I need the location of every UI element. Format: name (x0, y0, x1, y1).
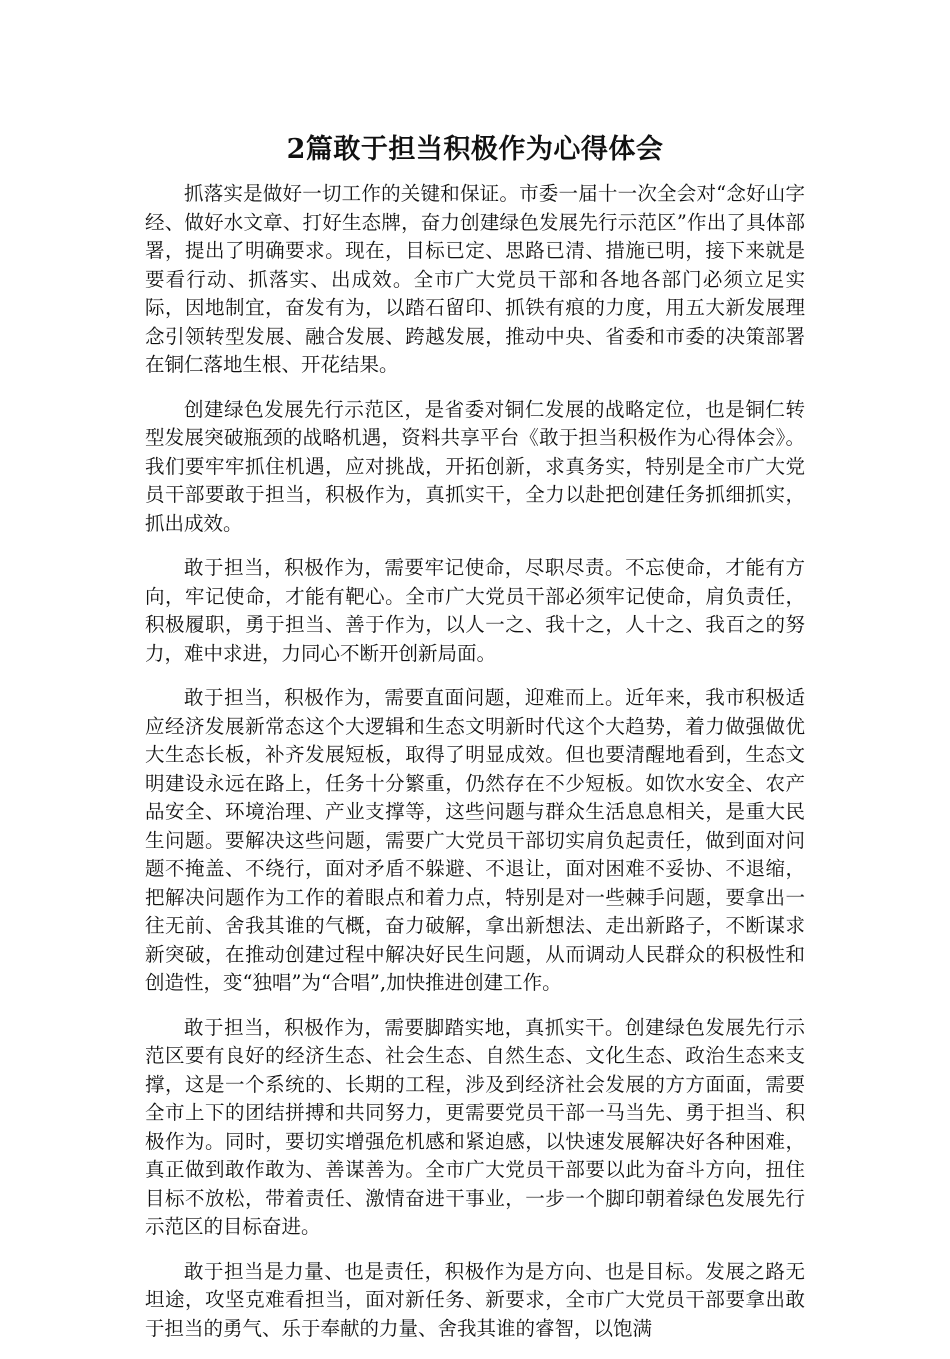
paragraph-5: 敢于担当，积极作为，需要脚踏实地，真抓实干。创建绿色发展先行示范区要有良好的经济生态、社会生态、自然生态、文化生态、政治生态来支撑，这是一个系统的、长期的工程，涉及到经济社会发展的方方面面，需要全市上下的团结拼搏和共同努力，更需要党员干部一马当先、勇于担当、积极作为。同时，要切实增强危机感和紧迫感，以快速发展解决好各种困难，真正做到敢作敢为、善谋善为。全市广大党员干部要以此为奋斗方向，扭住目标不放松，带着责任、激情奋进干事业，一步一个脚印朝着绿色发展先行示范区的目标奋进。 (145, 1015, 805, 1238)
document-body (145, 180, 805, 1359)
paragraph-3: 敢于担当，积极作为，需要牢记使命，尽职尽责。不忘使命，才能有方向，牢记使命，才能有靶心。全市广大党员干部必须牢记使命，肩负责任，积极履职，勇于担当、善于作为，以人一之、我十之，人十之、我百之的努力，难中求进，力同心不断开创新局面。 (145, 556, 805, 665)
paragraph-6: 敢于担当是力量、也是责任，积极作为是方向、也是目标。发展之路无坦途，攻坚克难看担当，面对新任务、新要求，全市广大党员干部要拿出敢于担当的勇气、乐于奉献的力量、舍我其谁的睿智，以饱满 (145, 1259, 805, 1340)
paragraph-1: 抓落实是做好一切工作的关键和保证。市委一届十一次全会对“念好山字经、做好水文章、打好生态牌，奋力创建绿色发展先行示范区”作出了具体部署，提出了明确要求。现在，目标已定、思路已清、措施已明，接下来就是要看行动、抓落实、出成效。全市广大党员干部和各地各部门必须立足实际，因地制宜，奋发有为，以踏石留印、抓铁有痕的力度，用五大新发展理念引领转型发展、融合发展、跨越发展，推动中央、省委和市委的决策部署在铜仁落地生根、开花结果。 (145, 182, 805, 376)
paragraph-2: 创建绿色发展先行示范区，是省委对铜仁发展的战略定位，也是铜仁转型发展突破瓶颈的战略机遇，资料共享平台《敢于担当积极作为心得体会》。我们要牢牢抓住机遇，应对挑战，开拓创新，求真务实，特别是全市广大党员干部要敢于担当，积极作为，真抓实干，全力以赴把创建任务抓细抓实，抓出成效。 (145, 397, 805, 535)
paragraph-4: 敢于担当，积极作为，需要直面问题，迎难而上。近年来，我市积极适应经济发展新常态这个大逻辑和生态文明新时代这个大趋势，着力做强做优大生态长板，补齐发展短板，取得了明显成效。但也要清醒地看到，生态文明建设永远在路上，任务十分繁重，仍然存在不少短板。如饮水安全、农产品安全、环境治理、产业支撑等，这些问题与群众生活息息相关，是重大民生问题。要解决这些问题，需要广大党员干部切实肩负起责任，做到面对问题不掩盖、不绕行，面对矛盾不躲避、不退让，面对困难不妥协、不退缩，把解决问题作为工作的着眼点和着力点，特别是对一些棘手问题，要拿出一往无前、舍我其谁的气概，奋力破解，拿出新想法、走出新路子，不断谋求新突破，在推动创建过程中解决好民生问题，从而调动人民群众的积极性和创造性，变“独唱”为“合唱”,加快推进创建工作。 (145, 686, 805, 994)
document-title: 2篇敢于担当积极作为心得体会 (286, 134, 664, 165)
